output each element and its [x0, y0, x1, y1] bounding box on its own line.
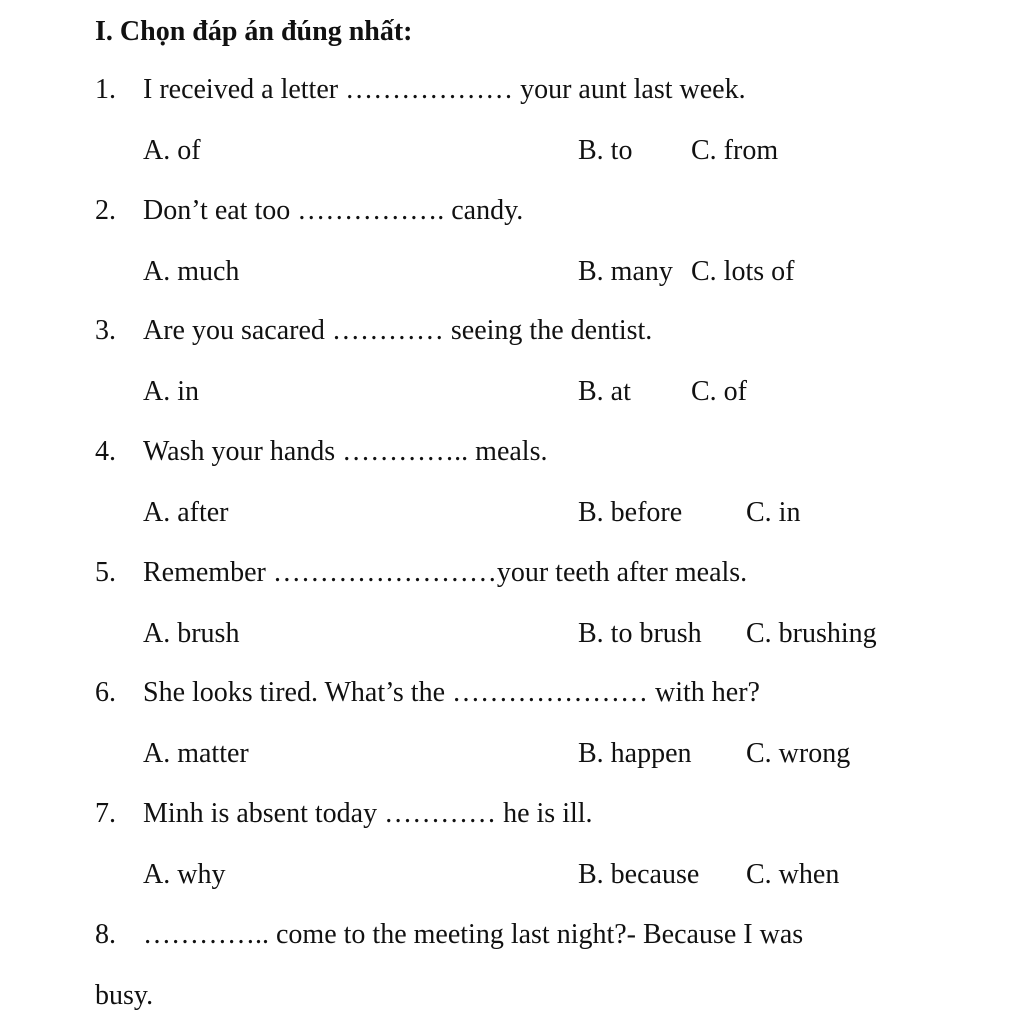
option-b: B. before [578, 497, 683, 528]
question-3 [0, 311, 1024, 351]
options-4 [0, 493, 1024, 533]
option-c: C. of [691, 376, 747, 407]
question-continuation: busy. [95, 980, 154, 1011]
question-text: Are you sacared ………… seeing the dentist. [143, 315, 653, 346]
option-a: A. brush [143, 618, 240, 649]
question-text: She looks tired. What’s the ………………… with her? [143, 677, 760, 708]
question-number: 2. [95, 195, 116, 226]
question-8 [0, 915, 1024, 955]
question-number: 4. [95, 436, 116, 467]
question-5 [0, 553, 1024, 593]
option-a: A. in [143, 376, 199, 407]
option-c: C. brushing [746, 618, 877, 649]
question-4 [0, 432, 1024, 472]
question-text: Wash your hands ………….. meals. [143, 436, 548, 467]
option-a: A. why [143, 859, 226, 890]
option-c: C. lots of [691, 256, 795, 287]
option-b: B. many [578, 256, 673, 287]
option-c: C. in [746, 497, 801, 528]
question-number: 1. [95, 74, 116, 105]
option-b: B. at [578, 376, 631, 407]
question-number: 8. [95, 919, 116, 950]
options-3 [0, 372, 1024, 412]
option-a: A. after [143, 497, 229, 528]
option-b: B. to brush [578, 618, 702, 649]
question-number: 6. [95, 677, 116, 708]
section-title: I. Chọn đáp án đúng nhất: [95, 16, 413, 47]
question-number: 7. [95, 798, 116, 829]
question-text: Don’t eat too ……………. candy. [143, 195, 524, 226]
question-7 [0, 794, 1024, 834]
options-1 [0, 131, 1024, 171]
options-5 [0, 614, 1024, 654]
options-2 [0, 252, 1024, 292]
option-a: A. of [143, 135, 201, 166]
question-6 [0, 673, 1024, 713]
options-6 [0, 734, 1024, 774]
option-c: C. wrong [746, 738, 851, 769]
question-text: Remember ……………………your teeth after meals. [143, 557, 748, 588]
question-1 [0, 70, 1024, 110]
option-b: B. because [578, 859, 700, 890]
option-a: A. much [143, 256, 240, 287]
option-b: B. happen [578, 738, 692, 769]
question-text: ………….. come to the meeting last night?- Because I was [143, 919, 804, 950]
question-number: 5. [95, 557, 116, 588]
question-2 [0, 191, 1024, 231]
option-c: C. from [691, 135, 779, 166]
question-text: Minh is absent today ………… he is ill. [143, 798, 593, 829]
question-text: I received a letter ……………… your aunt last week. [143, 74, 746, 105]
option-a: A. matter [143, 738, 249, 769]
option-c: C. when [746, 859, 840, 890]
options-7 [0, 855, 1024, 895]
question-number: 3. [95, 315, 116, 346]
option-b: B. to [578, 135, 633, 166]
